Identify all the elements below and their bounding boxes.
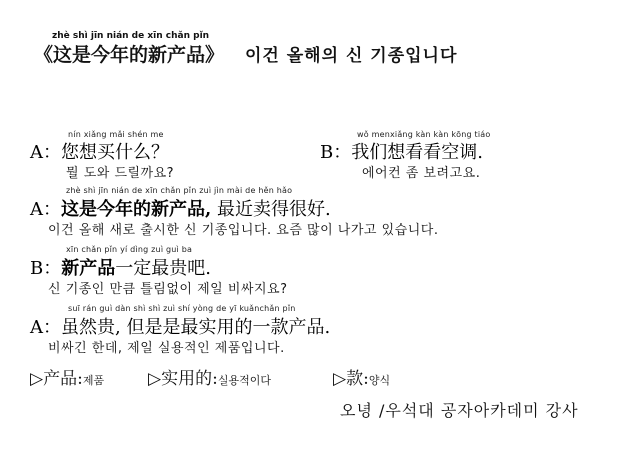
vocab-item-practical [148,364,271,389]
triangle-marker-icon: ▷ [30,369,44,389]
line5-text-b: 但是是最实用的一款产品. [120,317,331,338]
line1-korean: 뭘 도와 드릴까요? [66,166,175,181]
vocab-meaning: 제품 [82,374,105,387]
line5-pinyin: suī rán guì dàn shì shì zuì shí yòng de yī kuǎnchǎn pǐn [68,304,296,313]
author-credit: 오녕 /우석대 공자아카데미 강사 [340,401,579,420]
line2-speaker: B： [320,142,352,163]
line3-chinese [30,195,331,221]
line4-chinese [30,254,211,280]
title-pinyin: zhè shì jīn nián de xīn chǎn pǐn [52,31,210,41]
line1-pinyin: nín xiǎng mǎi shén me [68,130,164,139]
vocab-term: 款: [346,369,369,389]
title-chinese: 《这是今年的新产品》 [34,44,225,66]
vocab-meaning: 실용적이다 [217,374,271,387]
line4-text: 一定最贵吧. [115,258,211,279]
line4-text-emphasis: 新产品 [61,258,116,279]
line5-chinese [30,313,330,339]
line3-text: 最近卖得很好. [211,199,331,220]
line2-chinese [320,138,483,164]
title-korean: 이건 올해의 신 기종입니다 [245,46,458,66]
line2-text: 我们想看看空调. [351,142,483,163]
line5-text-a: 虽然贵, [61,317,121,338]
vocab-item-model [333,364,390,389]
line3-text-emphasis: 这是今年的新产品, [61,199,212,220]
line5-korean: 비싸긴 한데, 제일 실용적인 제품입니다. [48,341,285,356]
line4-korean: 신 기종인 만큼 틀림없이 제일 비싸지요? [48,282,288,297]
vocab-term: 产品: [43,369,83,389]
line4-speaker: B： [30,258,62,279]
line3-pinyin: zhè shì jīn nián de xīn chǎn pǐn zuì jìn mài de hěn hǎo [66,186,293,195]
triangle-marker-icon: ▷ [333,369,347,389]
vocab-term: 实用的: [161,369,218,389]
line5-speaker: A： [30,317,61,338]
line2-pinyin: wǒ menxiǎng kàn kàn kōng tiáo [357,130,491,139]
vocab-item-product [30,364,104,389]
line1-speaker: A： [30,142,61,163]
line1-chinese [30,138,169,164]
line3-speaker: A： [30,199,61,220]
line1-text: 您想买什么？ [61,142,169,163]
vocab-meaning: 양식 [368,374,391,387]
line2-korean: 에어컨 좀 보려고요. [362,166,481,181]
line4-pinyin: xīn chǎn pǐn yí dìng zuì guì ba [66,245,193,254]
triangle-marker-icon: ▷ [148,369,162,389]
line3-korean: 이건 올해 새로 출시한 신 기종입니다. 요즘 많이 나가고 있습니다. [48,223,439,238]
